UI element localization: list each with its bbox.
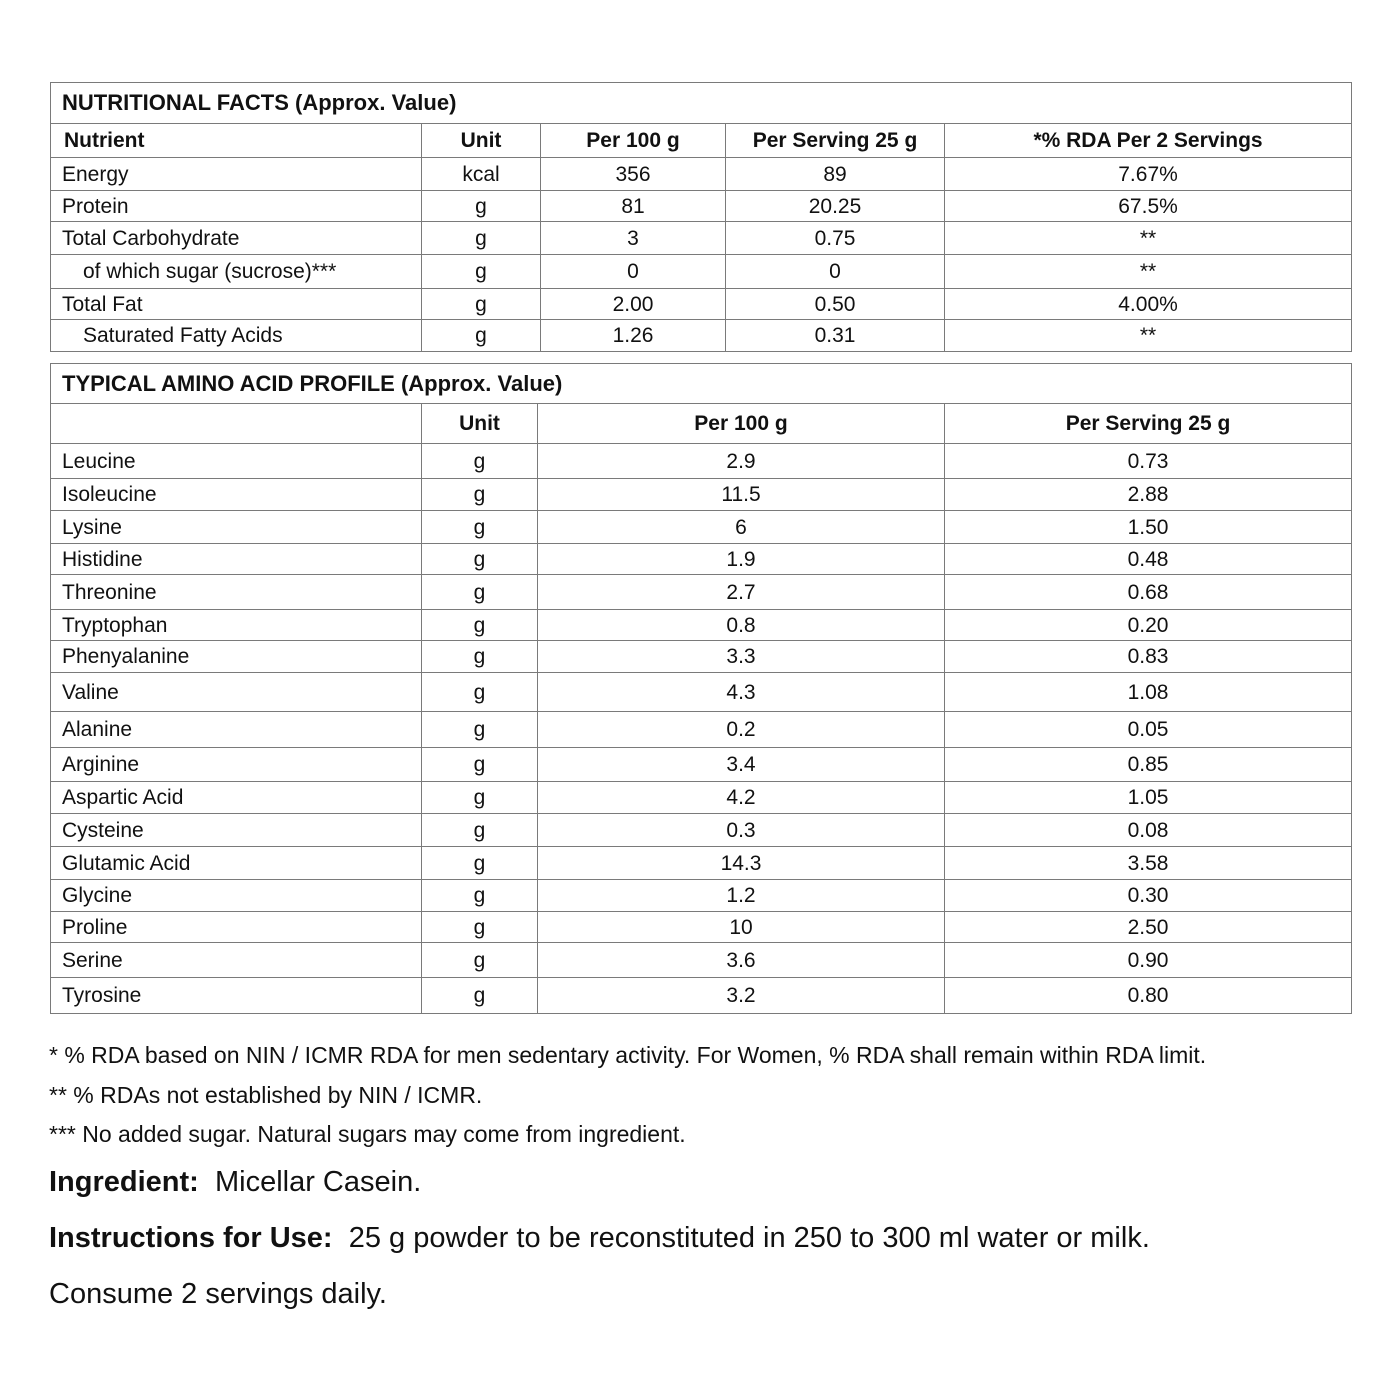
amino-acid-per-serving: 0.08 xyxy=(945,814,1352,847)
nutrient-name: Energy xyxy=(51,158,422,191)
amino-acid-per-serving: 0.30 xyxy=(945,880,1352,912)
amino-acid-unit: g xyxy=(422,641,538,673)
nutrition-facts-table xyxy=(50,82,1352,352)
amino-acid-per-serving: 0.05 xyxy=(945,712,1352,748)
nutrient-name: of which sugar (sucrose)*** xyxy=(51,255,422,289)
header-rda: *% RDA Per 2 Servings xyxy=(945,124,1352,158)
amino-acid-name: Arginine xyxy=(51,748,422,782)
amino-acid-name: Proline xyxy=(51,912,422,943)
amino-acid-per-serving: 0.48 xyxy=(945,544,1352,575)
amino-acid-name: Glutamic Acid xyxy=(51,847,422,880)
nutrient-unit: g xyxy=(422,191,541,222)
footnotes xyxy=(49,1036,1206,1155)
amino-acid-row xyxy=(51,673,1352,712)
amino-acid-unit: g xyxy=(422,814,538,847)
amino-acid-unit: g xyxy=(422,748,538,782)
nutrient-per-serving: 89 xyxy=(726,158,945,191)
consume-line: Consume 2 servings daily. xyxy=(49,1278,387,1310)
amino-acid-per-100g: 11.5 xyxy=(538,479,945,511)
amino-acid-row xyxy=(51,544,1352,575)
ingredient-label: Ingredient: xyxy=(49,1166,199,1198)
amino-acid-row xyxy=(51,748,1352,782)
nutrient-name: Protein xyxy=(51,191,422,222)
nutrient-unit: g xyxy=(422,255,541,289)
amino-acid-name: Tyrosine xyxy=(51,978,422,1014)
header-nutrient: Nutrient xyxy=(51,124,422,158)
header-unit: Unit xyxy=(422,124,541,158)
amino-acid-unit: g xyxy=(422,610,538,641)
amino-acid-row xyxy=(51,712,1352,748)
nutrient-name: Total Fat xyxy=(51,289,422,320)
header-per-100g: Per 100 g xyxy=(541,124,726,158)
amino-acid-per-100g: 3.2 xyxy=(538,978,945,1014)
nutrient-per-serving: 0.75 xyxy=(726,222,945,255)
amino-acid-name: Lysine xyxy=(51,511,422,544)
amino-acid-unit: g xyxy=(422,544,538,575)
ingredient-line xyxy=(49,1166,421,1199)
amino-acid-per-100g: 3.6 xyxy=(538,943,945,978)
amino-acid-per-100g: 3.3 xyxy=(538,641,945,673)
amino-acid-per-serving: 1.08 xyxy=(945,673,1352,712)
amino-acid-per-serving: 0.20 xyxy=(945,610,1352,641)
amino-acid-per-100g: 6 xyxy=(538,511,945,544)
amino-acid-per-100g: 0.8 xyxy=(538,610,945,641)
amino-acid-name: Valine xyxy=(51,673,422,712)
amino-acid-per-100g: 2.9 xyxy=(538,444,945,479)
instructions-label: Instructions for Use: xyxy=(49,1222,333,1254)
amino-acid-per-serving: 0.68 xyxy=(945,575,1352,610)
amino-acid-unit: g xyxy=(422,847,538,880)
amino-acid-row xyxy=(51,847,1352,880)
nutrient-name: Saturated Fatty Acids xyxy=(51,320,422,352)
amino-acid-per-100g: 1.9 xyxy=(538,544,945,575)
nutrition-row xyxy=(51,222,1352,255)
amino-acid-unit: g xyxy=(422,712,538,748)
amino-acid-row xyxy=(51,641,1352,673)
amino-acid-per-serving: 0.90 xyxy=(945,943,1352,978)
amino-acid-per-100g: 14.3 xyxy=(538,847,945,880)
amino-acid-per-serving: 0.80 xyxy=(945,978,1352,1014)
nutrient-rda: 67.5% xyxy=(945,191,1352,222)
amino-acid-row xyxy=(51,943,1352,978)
amino-acid-unit: g xyxy=(422,511,538,544)
footnote-no-added-sugar: *** No added sugar. Natural sugars may come from ingredient. xyxy=(49,1121,686,1147)
nutrition-row xyxy=(51,320,1352,352)
nutrient-per-100g: 1.26 xyxy=(541,320,726,352)
amino-acid-name: Serine xyxy=(51,943,422,978)
amino-acid-row xyxy=(51,782,1352,814)
amino-acid-per-100g: 3.4 xyxy=(538,748,945,782)
nutrient-per-serving: 0 xyxy=(726,255,945,289)
nutrient-per-100g: 356 xyxy=(541,158,726,191)
header-per-serving: Per Serving 25 g xyxy=(726,124,945,158)
amino-acid-per-serving: 2.50 xyxy=(945,912,1352,943)
amino-acid-row xyxy=(51,479,1352,511)
nutrient-rda: ** xyxy=(945,222,1352,255)
ingredient-value: Micellar Casein. xyxy=(214,1166,422,1198)
amino-acid-name: Glycine xyxy=(51,880,422,912)
amino-acid-unit: g xyxy=(422,912,538,943)
nutrition-table-title: NUTRITIONAL FACTS (Approx. Value) xyxy=(51,83,1352,124)
amino-acid-unit: g xyxy=(422,673,538,712)
amino-acid-unit: g xyxy=(422,978,538,1014)
amino-acid-name: Cysteine xyxy=(51,814,422,847)
amino-acid-row xyxy=(51,444,1352,479)
amino-acid-row xyxy=(51,880,1352,912)
nutrition-row xyxy=(51,255,1352,289)
amino-acid-row xyxy=(51,814,1352,847)
nutrition-header-row xyxy=(51,124,1352,158)
nutrient-per-serving: 0.31 xyxy=(726,320,945,352)
amino-acid-per-serving: 1.05 xyxy=(945,782,1352,814)
amino-acid-per-100g: 1.2 xyxy=(538,880,945,912)
amino-acid-per-100g: 0.2 xyxy=(538,712,945,748)
amino-acid-name: Histidine xyxy=(51,544,422,575)
amino-acid-per-100g: 0.3 xyxy=(538,814,945,847)
amino-acid-name: Threonine xyxy=(51,575,422,610)
amino-acid-per-serving: 2.88 xyxy=(945,479,1352,511)
amino-acid-per-100g: 4.3 xyxy=(538,673,945,712)
nutrient-per-serving: 20.25 xyxy=(726,191,945,222)
amino-acid-per-serving: 0.73 xyxy=(945,444,1352,479)
amino-acid-unit: g xyxy=(422,880,538,912)
nutrient-per-serving: 0.50 xyxy=(726,289,945,320)
nutrition-row xyxy=(51,191,1352,222)
amino-acid-unit: g xyxy=(422,479,538,511)
amino-acid-name: Aspartic Acid xyxy=(51,782,422,814)
header-per-100g: Per 100 g xyxy=(538,404,945,444)
footnote-rda-not-established: ** % RDAs not established by NIN / ICMR. xyxy=(49,1081,483,1108)
amino-acid-row xyxy=(51,575,1352,610)
amino-acid-unit: g xyxy=(422,943,538,978)
amino-acid-unit: g xyxy=(422,575,538,610)
amino-acid-row xyxy=(51,978,1352,1014)
amino-acid-row xyxy=(51,610,1352,641)
instructions-value: 25 g powder to be reconstituted in 250 to 300 ml water or milk. xyxy=(348,1222,1150,1254)
amino-acid-name: Isoleucine xyxy=(51,479,422,511)
amino-acid-per-100g: 4.2 xyxy=(538,782,945,814)
amino-acid-per-serving: 1.50 xyxy=(945,511,1352,544)
nutrient-per-100g: 3 xyxy=(541,222,726,255)
nutrient-name: Total Carbohydrate xyxy=(51,222,422,255)
amino-acid-name: Alanine xyxy=(51,712,422,748)
amino-acid-unit: g xyxy=(422,782,538,814)
nutrient-per-100g: 2.00 xyxy=(541,289,726,320)
amino-acid-per-serving: 3.58 xyxy=(945,847,1352,880)
instructions-line xyxy=(49,1222,1150,1255)
nutrient-rda: ** xyxy=(945,320,1352,352)
nutrient-per-100g: 0 xyxy=(541,255,726,289)
header-unit: Unit xyxy=(422,404,538,444)
amino-acid-profile-table xyxy=(50,363,1352,1014)
amino-acid-per-serving: 0.85 xyxy=(945,748,1352,782)
header-per-serving: Per Serving 25 g xyxy=(945,404,1352,444)
header-amino-name xyxy=(51,404,422,444)
nutrient-unit: g xyxy=(422,222,541,255)
amino-acid-per-serving: 0.83 xyxy=(945,641,1352,673)
nutrition-row xyxy=(51,289,1352,320)
amino-acid-row xyxy=(51,912,1352,943)
amino-acid-name: Leucine xyxy=(51,444,422,479)
nutrition-row xyxy=(51,158,1352,191)
amino-acid-unit: g xyxy=(422,444,538,479)
nutrient-per-100g: 81 xyxy=(541,191,726,222)
nutrient-unit: g xyxy=(422,289,541,320)
nutrient-unit: kcal xyxy=(422,158,541,191)
nutrient-unit: g xyxy=(422,320,541,352)
amino-acid-name: Tryptophan xyxy=(51,610,422,641)
amino-header-row xyxy=(51,404,1352,444)
amino-table-title: TYPICAL AMINO ACID PROFILE (Approx. Value) xyxy=(51,364,1352,404)
footnote-rda-basis: * % RDA based on NIN / ICMR RDA for men sedentary activity. For Women, % RDA shall remain within RDA limit. xyxy=(49,1042,1207,1068)
amino-acid-row xyxy=(51,511,1352,544)
nutrient-rda: 4.00% xyxy=(945,289,1352,320)
nutrient-rda: ** xyxy=(945,255,1352,289)
amino-acid-per-100g: 2.7 xyxy=(538,575,945,610)
nutrient-rda: 7.67% xyxy=(945,158,1352,191)
amino-acid-per-100g: 10 xyxy=(538,912,945,943)
amino-acid-name: Phenyalanine xyxy=(51,641,422,673)
